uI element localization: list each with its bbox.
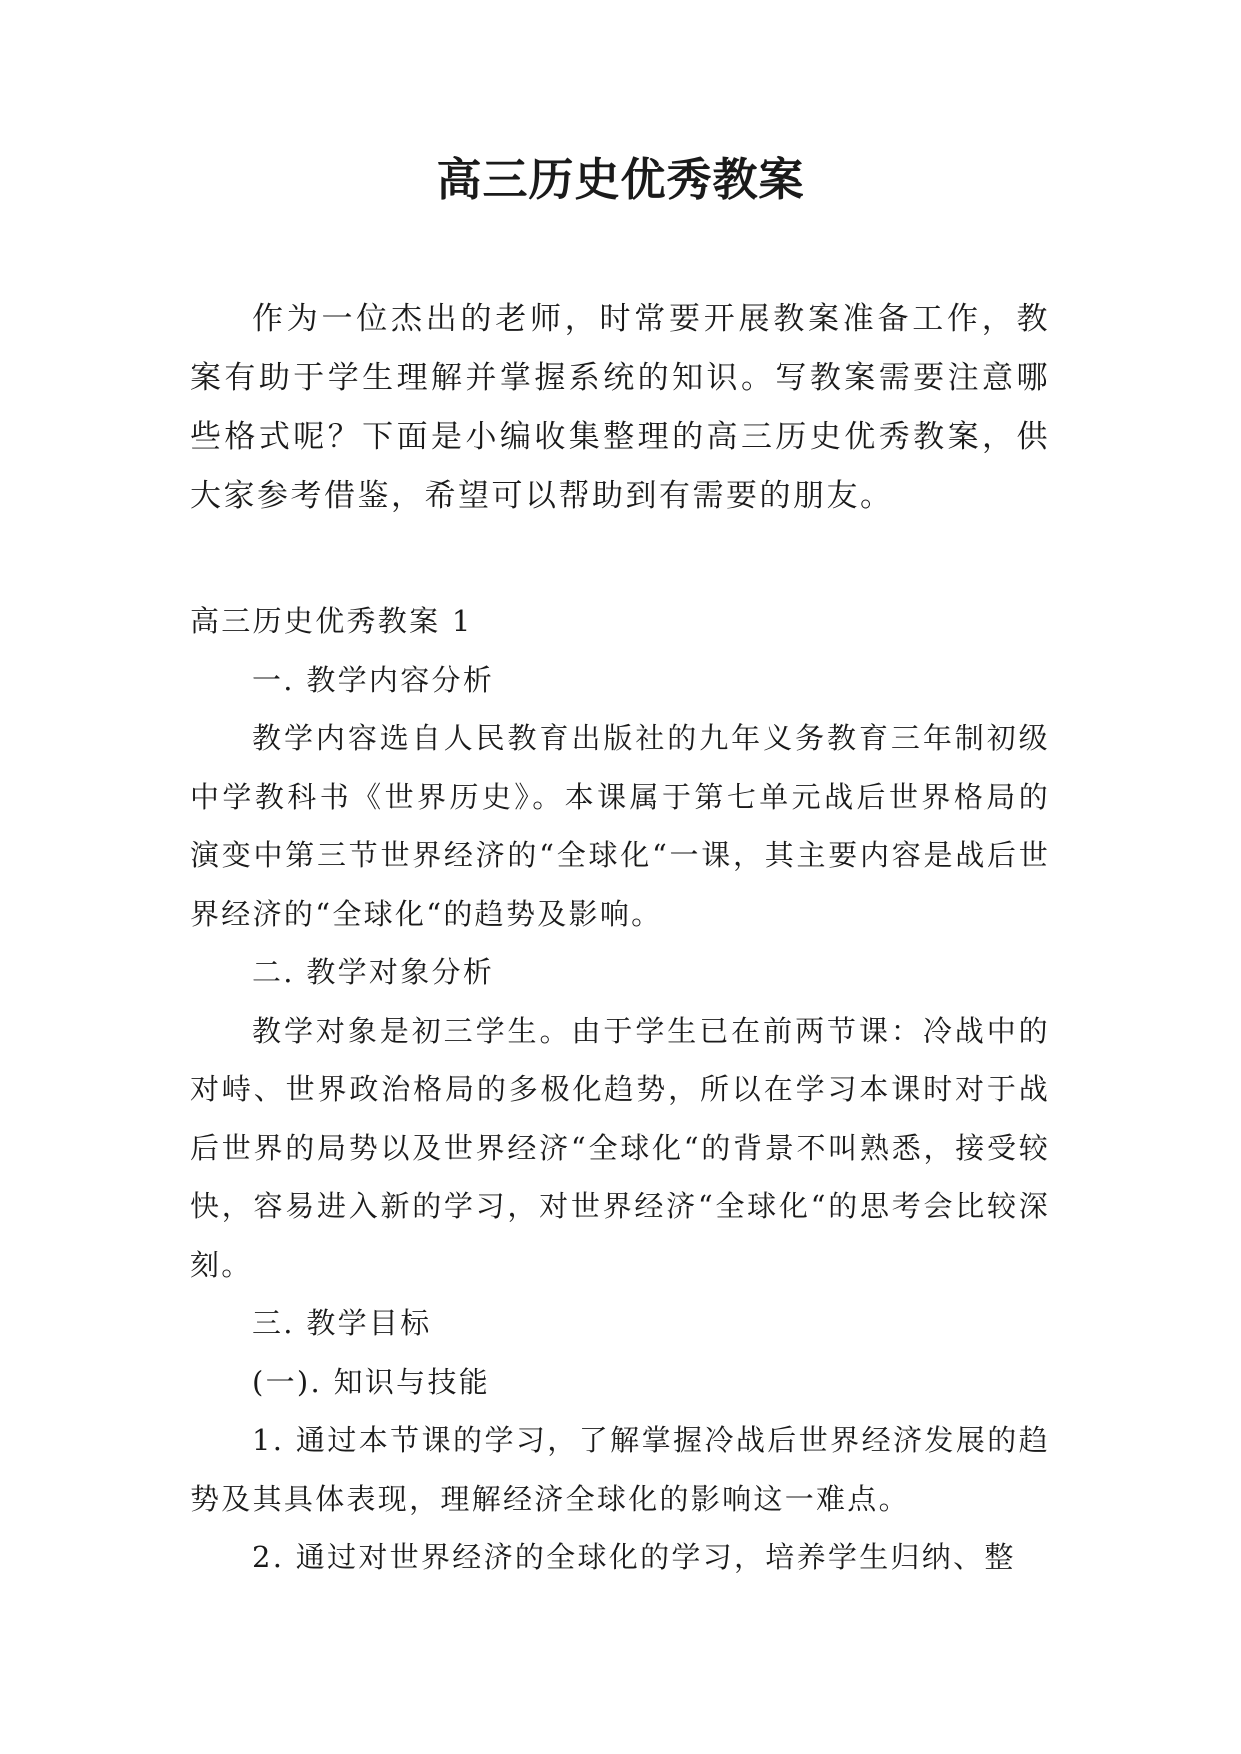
document-body <box>190 290 1050 1587</box>
intro-paragraph: 作为一位杰出的老师，时常要开展教案准备工作，教案有助于学生理解并掌握系统的知识。写教案需要注意哪些格式呢？下面是小编收集整理的高三历史优秀教案，供大家参考借鉴，希望可以帮助到有需要的朋友。 <box>190 301 1050 514</box>
heading-content-analysis: 一. 教学内容分析 <box>252 662 495 697</box>
goal-item-2: 2. 通过对世界经济的全球化的学习，培养学生归纳、整 <box>252 1540 1016 1574</box>
lesson-section <box>190 592 1050 1587</box>
section-title: 高三历史优秀教案 1 <box>190 604 473 638</box>
goal-item-1: 1. 通过本节课的学习，了解掌握冷战后世界经济发展的趋势及其具体表现，理解经济全球化的影响这一难点。 <box>190 1423 1050 1516</box>
paragraph-content-analysis: 教学内容选自人民教育出版社的九年义务教育三年制初级中学教科书《世界历史》。本课属于第七单元战后世界格局的演变中第三节世界经济的“全球化“一课，其主要内容是战后世界经济的“全球化“的趋势及影响。 <box>190 721 1050 931</box>
heading-audience-analysis: 二. 教学对象分析 <box>252 955 495 989</box>
paragraph-audience-analysis: 教学对象是初三学生。由于学生已在前两节课：冷战中的对峙、世界政治格局的多极化趋势，所以在学习本课时对于战后世界的局势以及世界经济“全球化“的背景不叫熟悉，接受较快，容易进入新的学习，对世界经济“全球化“的思考会比较深刻。 <box>190 1013 1050 1282</box>
subheading-knowledge-skills: (一). 知识与技能 <box>252 1364 491 1399</box>
heading-teaching-goals: 三. 教学目标 <box>252 1306 432 1340</box>
document-title: 高三历史优秀教案 <box>436 153 805 206</box>
